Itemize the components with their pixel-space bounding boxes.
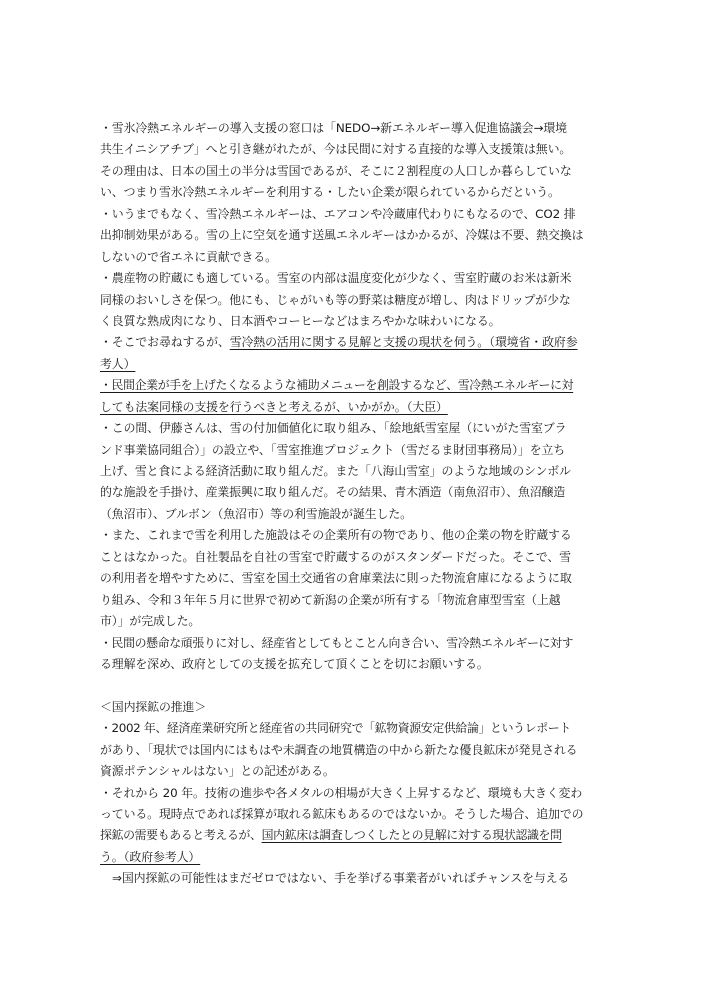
text-line: 共生イニシアチブ」へと引き継がれたが、今は民間に対する直接的な導入支援策は無い。 xyxy=(100,142,572,157)
text-line: ・それから 20 年。技術の進歩や各メタルの相場が大きく上昇するなど、環境も大きく変わ xyxy=(100,785,583,800)
question-underlined: 国内鉱床は調査しつくしたとの見解に対する現状認識を問 xyxy=(261,828,562,843)
question-line xyxy=(100,332,610,353)
question-line xyxy=(100,825,610,846)
document-body xyxy=(100,118,610,890)
question-line xyxy=(100,375,610,396)
question-underlined: う。（政府参考人） xyxy=(100,849,201,864)
text-line: ・この間、伊藤さんは、雪の付加価値化に取り組み、「絵地紙雪室屋（にいがた雪室ブラ xyxy=(100,421,567,436)
text-line: 的な施設を手掛け、産業振興に取り組んだ。その結果、青木酒造（南魚沼市）、魚沼醸造 xyxy=(100,485,566,500)
text-line: 資源ポテンシャルはない」との記述がある。 xyxy=(100,764,335,779)
question-underlined: しても法案同様の支援を行うべきと考えるが、いかがか。（大臣） xyxy=(100,399,448,414)
text-line: ・農産物の貯蔵にも適している。雪室の内部は温度変化が少なく、雪室貯蔵のお米は新米 xyxy=(100,271,572,286)
question-target: （環境省・政府参 xyxy=(489,335,578,350)
answer-line: ⇒国内探鉱の可能性はまだゼロではない、手を挙げる事業者がいればチャンスを与える xyxy=(112,871,570,886)
text-line: く良質な熟成肉になり、日本酒やコーヒーなどはまろやかな味わいになる。 xyxy=(100,313,501,328)
section-heading: ＜国内探鉱の推進＞ xyxy=(100,699,207,714)
text-line: その理由は、日本の国土の半分は雪国であるが、そこに２割程度の人口しか暮らしていな xyxy=(100,163,572,178)
text-line: る理解を深め、政府としての支援を拡充して頂くことを切にお願いする。 xyxy=(100,656,489,671)
text-line: ・雪氷冷熱エネルギーの導入支援の窓口は「NEDO→新エネルギー導入促進協議会→環境 xyxy=(100,121,567,135)
paragraph-gap xyxy=(100,675,610,696)
text-line: 上げ、雪と食による経済活動に取り組んだ。また「八海山雪室」のような地域のシンボル xyxy=(100,464,571,478)
text-line: 同様のおいしさを保つ。他にも、じゃがいも等の野菜は糖度が増し、肉はドリップが少な xyxy=(100,292,571,307)
text-line: ・2002 年、経済産業研究所と経産省の共同研究で「鉱物資源安定供給論」というレポート xyxy=(100,721,571,736)
text-line: の利用者を増やすために、雪室を国土交通省の倉庫業法に則った物流倉庫になるように取 xyxy=(100,571,572,586)
question-target: 考人） xyxy=(100,356,136,371)
question-underlined: 雪冷熱の活用に関する見解と支援の現状を伺う。 xyxy=(229,335,490,350)
text-line: ことはなかった。自社製品を自社の雪室で貯蔵するのがスタンダードだった。そこで、雪 xyxy=(100,549,571,564)
question-prefix: 探鉱の需要もあると考えるが、 xyxy=(100,828,262,843)
question-line xyxy=(100,354,610,375)
text-line: （魚沼市）、ブルボン（魚沼市）等の利雪施設が誕生した。 xyxy=(100,506,412,521)
text-line: 市）」が完成した。 xyxy=(100,614,201,629)
text-line: しないので省エネに貢献できる。 xyxy=(100,249,277,264)
text-line: ・民間の懸命な頑張りに対し、経産省としてもとことん向き合い、雪冷熱エネルギーに対す xyxy=(100,635,574,650)
text-line: っている。現時点であれば採算が取れる鉱床もあるのではないか。そうした場合、追加での xyxy=(100,807,584,821)
question-line xyxy=(100,397,610,418)
text-line: 出抑制効果がある。雪の上に空気を通す送風エネルギーはかかるが、冷媒は不要、熱交換は xyxy=(100,228,584,243)
question-prefix: ・そこでお尋ねするが、 xyxy=(100,335,230,350)
text-line: ・いうまでもなく、雪冷熱エネルギーは、エアコンや冷蔵庫代わりにもなるので、CO2 排 xyxy=(100,206,576,221)
text-line: ンド事業協同組合）」の設立や、「雪室推進プロジェクト（雪だるま財団事務局）」を立ち xyxy=(100,442,566,457)
text-line: い、つまり雪氷冷熱エネルギーを利用する・したい企業が限られているからだという。 xyxy=(100,185,560,200)
text-line: ・また、これまで雪を利用した施設はその企業所有の物であり、他の企業の物を貯蔵する xyxy=(100,528,572,543)
question-line xyxy=(100,847,610,868)
question-underlined: ・民間企業が手を上げたくなるような補助メニューを創設するなど、雪冷熱エネルギーに対 xyxy=(100,378,574,393)
text-line: り組み、令和３年年５月に世界で初めて新潟の企業が所有する「物流倉庫型雪室（上越 xyxy=(100,592,561,607)
text-line: があり、「現状では国内にはもはや未調査の地質構造の中から新たな優良鉱床が発見される xyxy=(100,742,578,757)
